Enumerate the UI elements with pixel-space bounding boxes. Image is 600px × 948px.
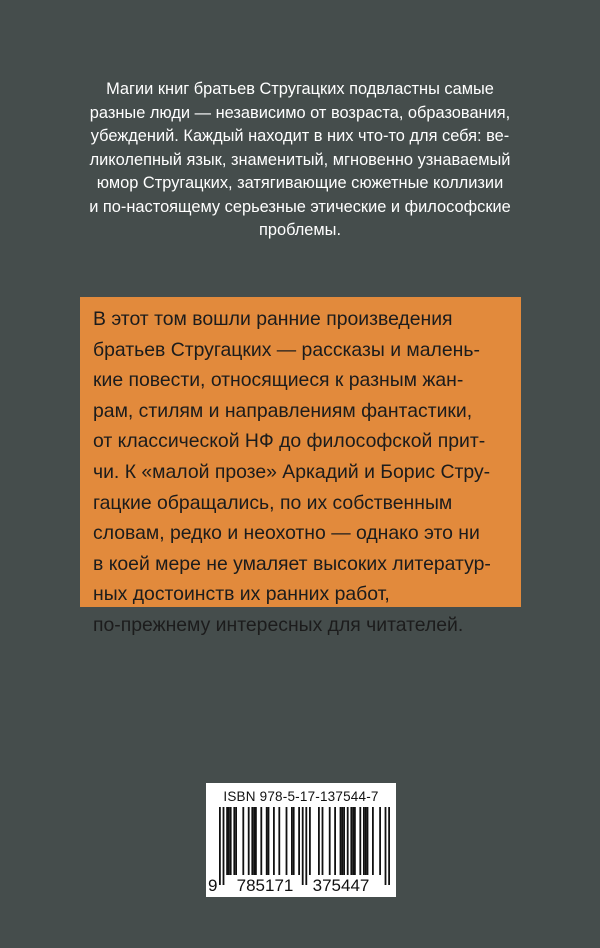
barcode-bar (367, 807, 369, 875)
barcode-bars (219, 807, 390, 885)
description-panel (80, 297, 521, 636)
barcode-bar (253, 807, 255, 875)
barcode-right-digits: 375447 (312, 876, 370, 895)
barcode-bar (318, 807, 320, 875)
barcode-bar (286, 807, 288, 875)
barcode-bar (359, 807, 361, 875)
barcode-bar (233, 807, 235, 875)
barcode-bar (251, 807, 253, 875)
description-text: В этот том вошли ранние произведения братьев Стругацких — рассказы и малень- кие повести, относящиеся к разным жан- рам, стилям и направлениям фантастики, от классической НФ до философской прит- чи. К «малой прозе» Аркадий и Борис Стру- гацкие обращались, по их собственным словам, редко и неохотно — однако это ни в коей мере не умаляет высоких литератур- ных достоинств их ранних работ, по-прежнему интересных для читателей. (93, 308, 491, 636)
barcode-bar (334, 807, 336, 875)
barcode-bar (302, 807, 304, 885)
barcode-bar (248, 807, 250, 875)
barcode-bar (340, 807, 342, 875)
barcode-bar (388, 807, 390, 885)
barcode-bar (293, 807, 295, 875)
barcode-bar (385, 807, 387, 885)
barcode-bar (219, 807, 221, 885)
book-annotation: Магии книг братьев Стругацких подвластны самые разные люди — независимо от возраста, образования, убеждений. Каждый находит в них что-то для себя: ве- ликолепный язык, знаменитый, мгновенно узнаваемый юмор Стругацких, затягивающие сюжетные коллизии и по-настоящему серьезные этические и философские проблемы. (89, 80, 511, 239)
barcode-bar (347, 807, 349, 875)
barcode-bar (329, 807, 331, 875)
barcode-bar (363, 807, 365, 875)
barcode-bar (228, 807, 230, 875)
barcode-bar (266, 807, 268, 875)
isbn-label: ISBN 978-5-17-137544-7 (223, 789, 379, 804)
barcode-bar (372, 807, 374, 875)
barcode-bar (223, 807, 225, 885)
barcode-bar (273, 807, 275, 875)
barcode-bar (242, 807, 244, 875)
barcode-bar (291, 807, 293, 875)
barcode-bar (352, 807, 354, 875)
barcode-bar (260, 807, 262, 875)
barcode-left-digits: 785171 (236, 876, 294, 895)
barcode-bar (341, 807, 343, 875)
barcode-bar (255, 807, 257, 875)
barcode-bar (278, 807, 280, 875)
barcode-first-digit: 9 (208, 876, 218, 895)
isbn-barcode (206, 783, 396, 897)
barcode-bar (226, 807, 228, 875)
barcode-bar (365, 807, 367, 875)
barcode-bar (305, 807, 307, 885)
barcode-bar (230, 807, 232, 875)
barcode-bar (309, 807, 311, 875)
barcode-bar (298, 807, 300, 875)
barcode-graphic (206, 783, 396, 897)
barcode-bar (379, 807, 381, 875)
barcode-bar (350, 807, 352, 875)
barcode-bar (354, 807, 356, 875)
barcode-bar (343, 807, 345, 875)
barcode-bar (235, 807, 237, 875)
barcode-bar (322, 807, 324, 875)
barcode-bar (268, 807, 270, 875)
